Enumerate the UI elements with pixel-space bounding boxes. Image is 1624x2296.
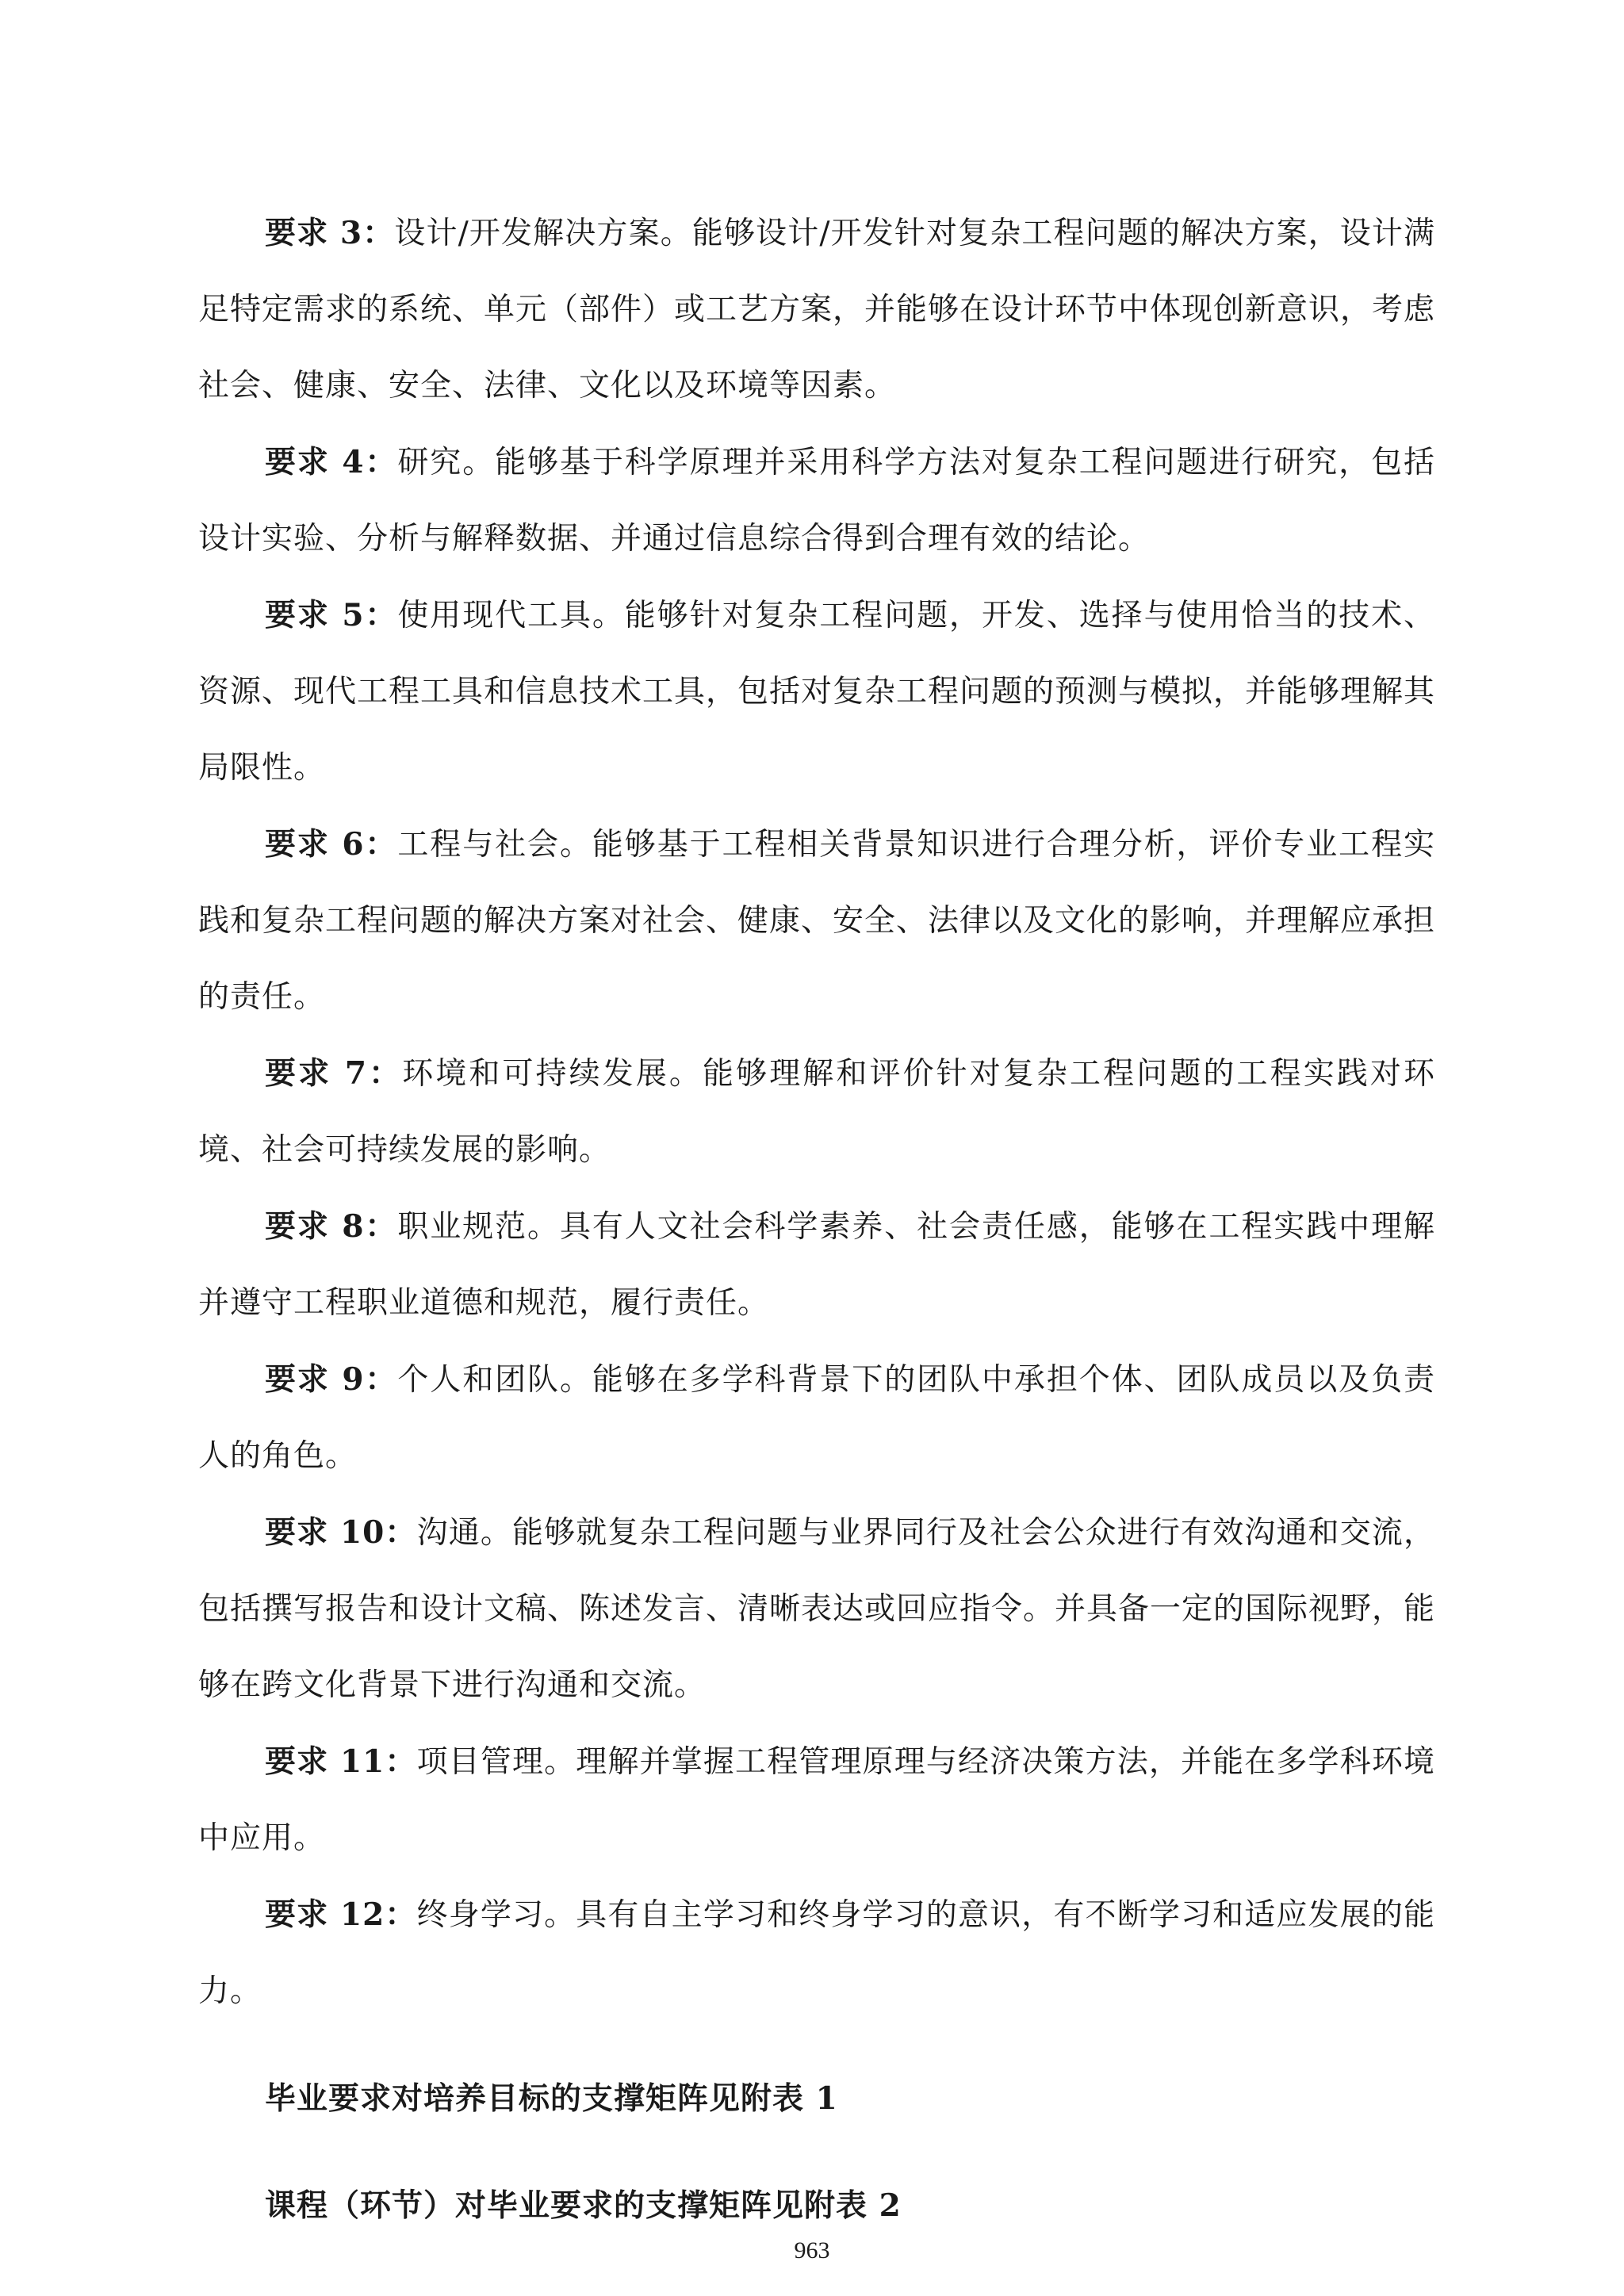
requirement-text: 终身学习。具有自主学习和终身学习的意识，有不断学习和适应发展的能力。 <box>198 1897 1435 2009</box>
requirement-label: 要求 10： <box>265 1514 417 1551</box>
requirement-3 <box>198 195 1435 424</box>
requirement-text: 工程与社会。能够基于工程相关背景知识进行合理分析，评价专业工程实践和复杂工程问题的解决方案对社会、健康、安全、法律以及文化的影响，并理解应承担的责任。 <box>198 827 1436 1015</box>
requirement-text: 沟通。能够就复杂工程问题与业界同行及社会公众进行有效沟通和交流，包括撰写报告和设计文稿、陈述发言、清晰表达或回应指令。并具备一定的国际视野，能够在跨文化背景下进行沟通和交流。 <box>198 1515 1436 1703</box>
requirement-text: 使用现代工具。能够针对复杂工程问题，开发、选择与使用恰当的技术、资源、现代工程工具和信息技术工具，包括对复杂工程问题的预测与模拟，并能够理解其局限性。 <box>198 598 1436 786</box>
requirement-text: 环境和可持续发展。能够理解和评价针对复杂工程问题的工程实践对环境、社会可持续发展的影响。 <box>198 1056 1435 1168</box>
requirement-9 <box>198 1341 1435 1494</box>
requirement-text: 研究。能够基于科学原理并采用科学方法对复杂工程问题进行研究，包括设计实验、分析与解释数据、并通过信息综合得到合理有效的结论。 <box>198 445 1435 557</box>
requirement-text: 设计/开发解决方案。能够设计/开发针对复杂工程问题的解决方案，设计满足特定需求的系统、单元（部件）或工艺方案，并能够在设计环节中体现创新意识，考虑社会、健康、安全、法律、文化以及环境等因素。 <box>198 216 1436 404</box>
requirement-label: 要求 9： <box>265 1361 398 1398</box>
requirement-label: 要求 6： <box>265 826 398 863</box>
requirement-label: 要求 4： <box>265 444 398 480</box>
requirement-label: 要求 7： <box>265 1055 403 1092</box>
requirement-text: 个人和团队。能够在多学科背景下的团队中承担个体、团队成员以及负责人的角色。 <box>198 1362 1435 1474</box>
support-matrix-note-1: 毕业要求对培养目标的支撑矩阵见附表 1 <box>265 2080 838 2117</box>
requirement-label: 要求 5： <box>265 597 398 633</box>
requirement-11 <box>198 1724 1435 1877</box>
requirement-10 <box>198 1494 1435 1724</box>
document-body <box>198 195 1435 2275</box>
requirement-label: 要求 12： <box>265 1896 417 1933</box>
requirement-text: 职业规范。具有人文社会科学素养、社会责任感，能够在工程实践中理解并遵守工程职业道德和规范，履行责任。 <box>198 1209 1435 1321</box>
page-number: 963 <box>794 2237 830 2263</box>
requirement-8 <box>198 1188 1435 1341</box>
requirement-label: 要求 11： <box>265 1743 417 1780</box>
requirement-label: 要求 3： <box>265 215 395 251</box>
requirement-4 <box>198 424 1435 577</box>
requirement-6 <box>198 806 1435 1035</box>
requirement-12 <box>198 1877 1435 2030</box>
support-matrix-note-2: 课程（环节）对毕业要求的支撑矩阵见附表 2 <box>265 2187 902 2224</box>
requirement-text: 项目管理。理解并掌握工程管理原理与经济决策方法，并能在多学科环境中应用。 <box>198 1744 1435 1856</box>
requirement-label: 要求 8： <box>265 1208 398 1245</box>
requirement-7 <box>198 1035 1435 1188</box>
requirement-5 <box>198 577 1435 806</box>
